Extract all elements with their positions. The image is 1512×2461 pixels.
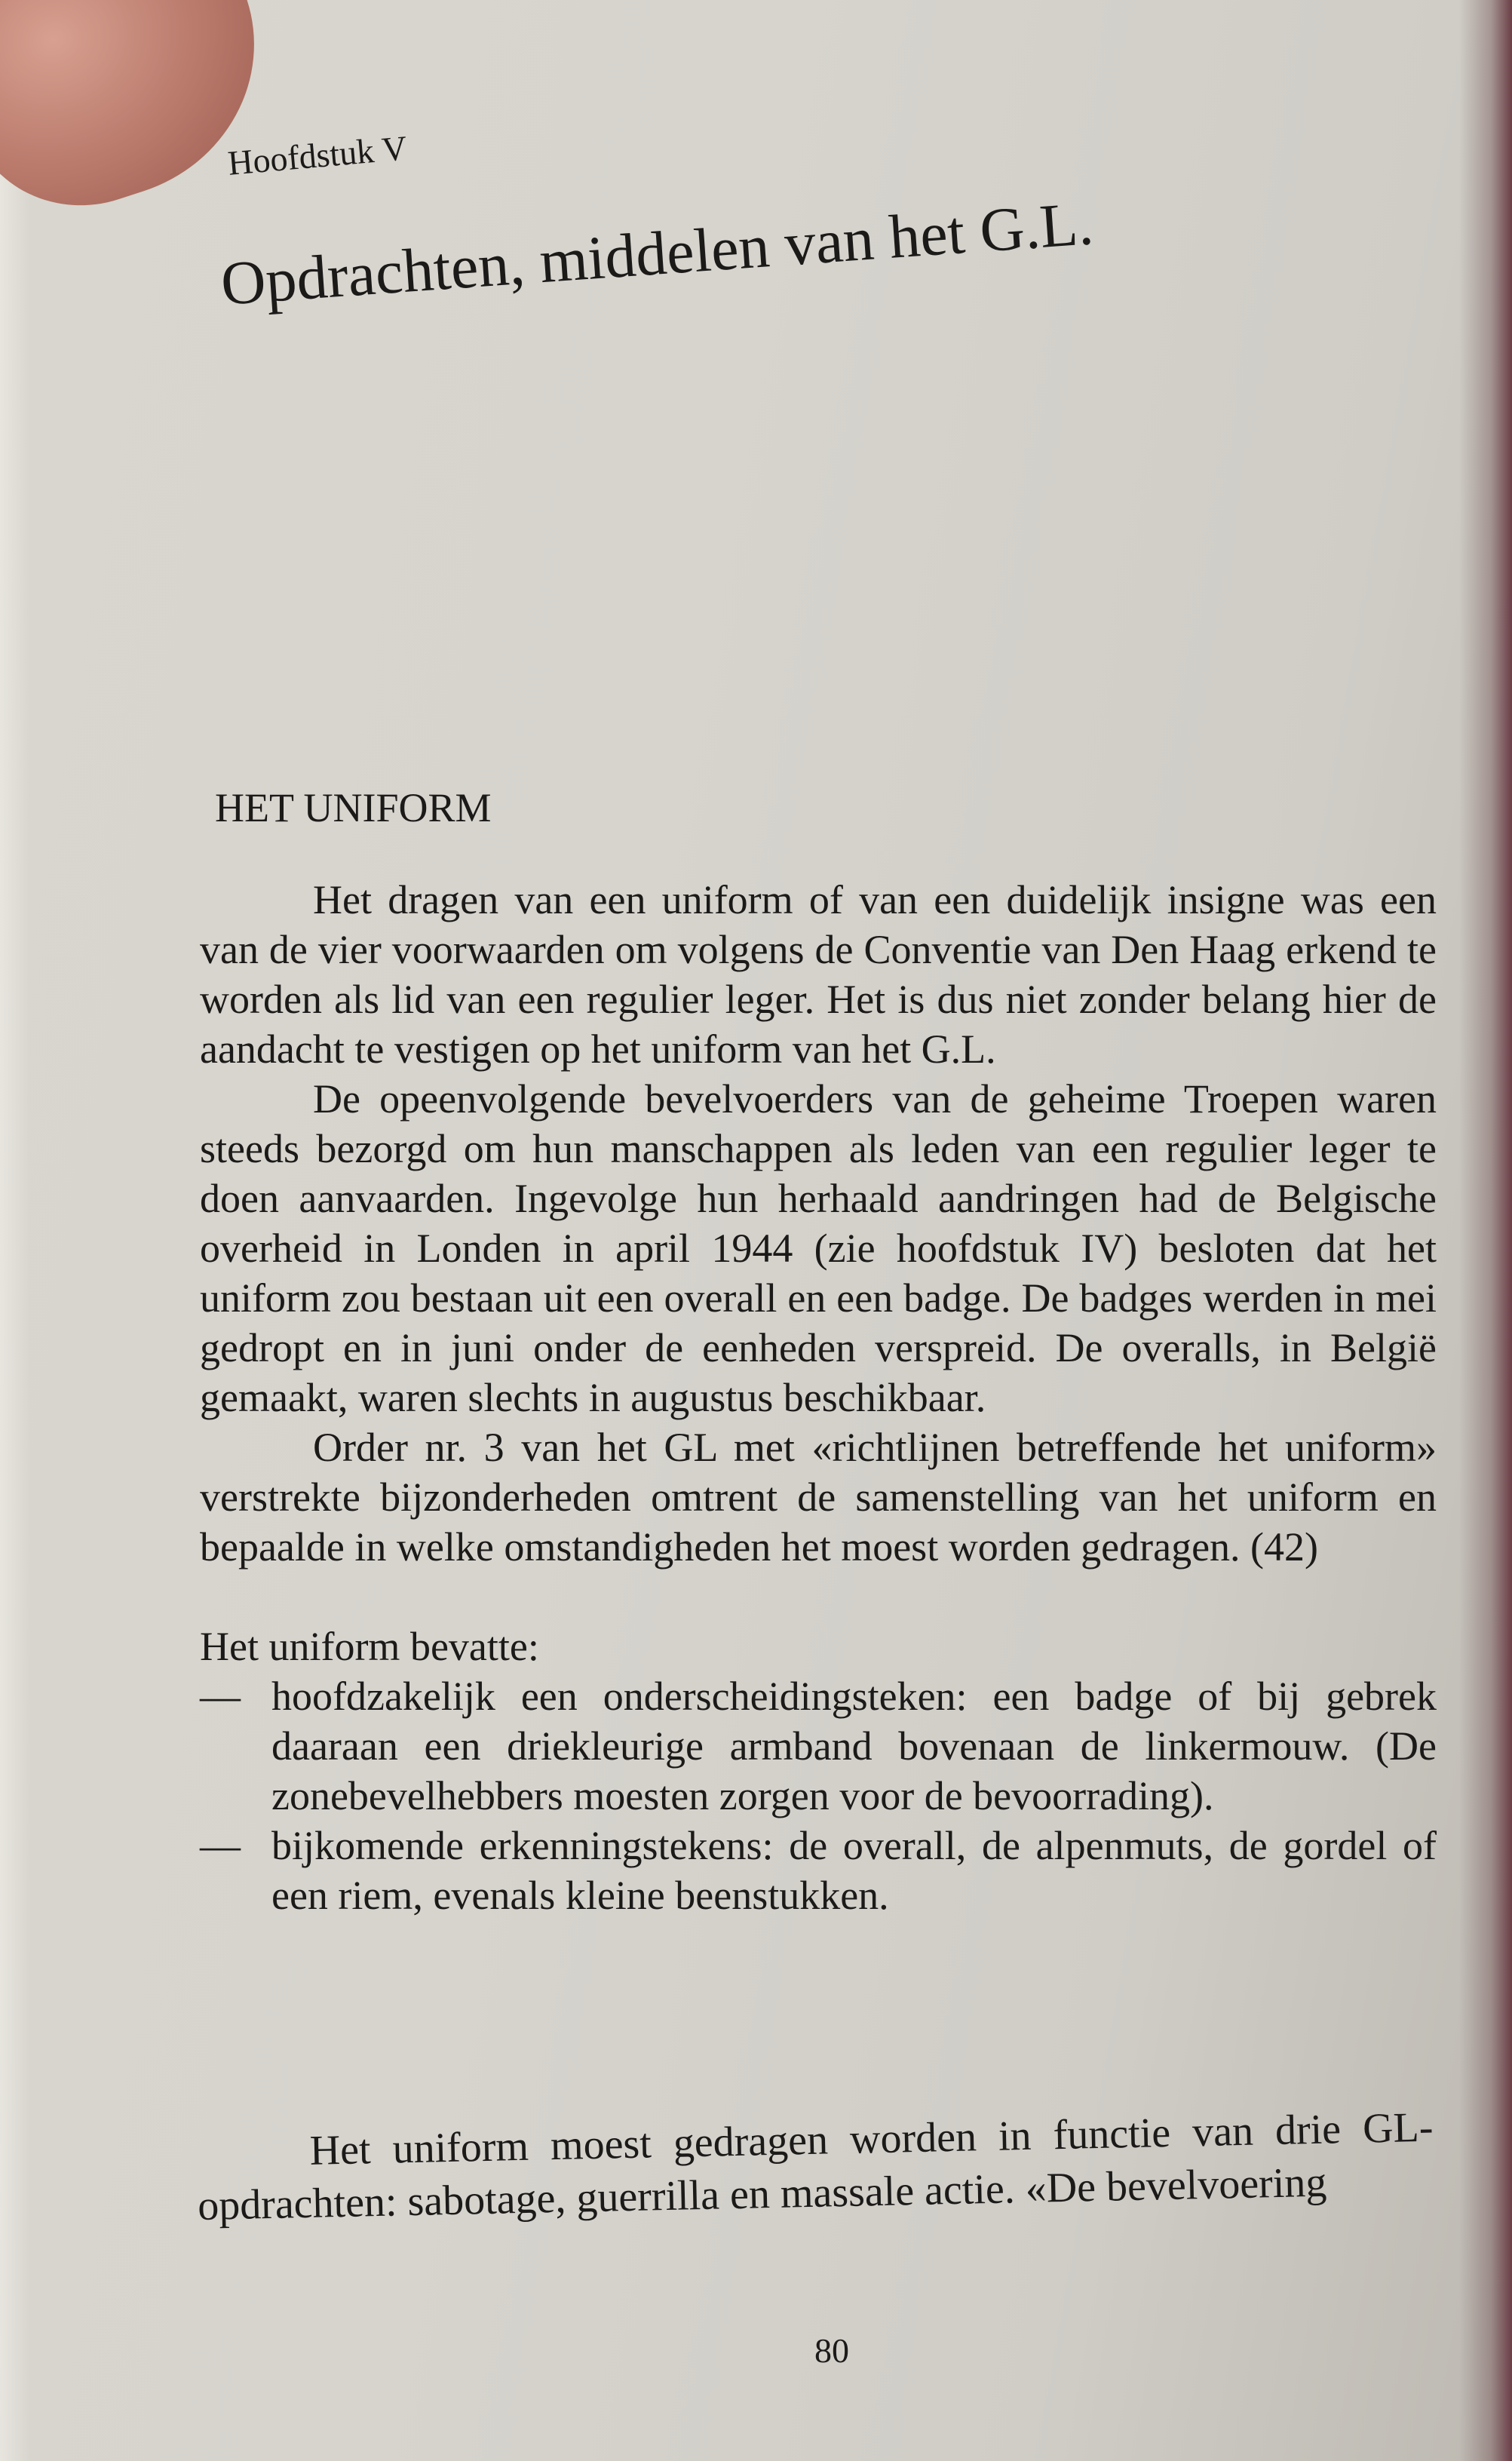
list-dash: — <box>200 1674 241 1719</box>
paragraph-3: Order nr. 3 van het GL met «richtlijnen betreffende het uniform» verstrekte bijzonderheden omtrent de samenstelling van het uniform en bepaalde in welke omstandigheden het moest worden gedragen. (42) <box>200 1425 1437 1570</box>
page-gutter-shadow <box>0 0 30 2461</box>
uniform-list <box>200 1671 1437 1920</box>
list-item <box>200 1671 1437 1821</box>
list-item-text: bijkomende erkenningstekens: de overall, de alpenmuts, de gordel of een riem, evenals kleine beenstukken. <box>271 1823 1437 1918</box>
paragraph-2: De opeenvolgende bevelvoerders van de geheime Troepen waren steeds bezorgd om hun manschappen als leden van een regulier leger te doen aanvaarden. Ingevolge hun herhaald aandringen had de Belgische overheid in Londen in april 1944 (zie hoofdstuk IV) besloten dat het uniform zou bestaan uit een overall en een badge. De badges werden in mei gedropt en in juni onder de eenheden verspreid. De overalls, in België gemaakt, waren slechts in augustus beschikbaar. <box>200 1076 1437 1420</box>
body-text <box>200 875 1437 1920</box>
list-dash: — <box>200 1823 241 1868</box>
list-item-text: hoofdzakelijk een onderscheidingsteken: een badge of bij gebrek daaraan een driekleurige armband bovenaan de linkermouw. (De zonebevelhebbers moesten zorgen voor de bevoorrading). <box>271 1674 1437 1818</box>
page-number: 80 <box>814 2331 849 2370</box>
paragraph-1: Het dragen van een uniform of van een duidelijk insigne was een van de vier voorwaarden om volgens de Conventie van Den Haag erkend te worden als lid van een regulier leger. Het is dus niet zonder belang hier de aandacht te vestigen op het uniform van het G.L. <box>200 877 1437 1072</box>
list-item <box>200 1821 1437 1920</box>
chapter-label: Hoofdstuk V <box>226 128 409 183</box>
list-intro: Het uniform bevatte: <box>200 1624 539 1669</box>
page-edge-shadow <box>1459 0 1512 2461</box>
closing-paragraph: Het uniform moest gedragen worden in functie van drie GL-opdrachten: sabotage, guerrilla en massale actie. «De bevelvoering <box>197 2104 1434 2229</box>
paragraph-gap <box>200 1572 1437 1622</box>
section-heading: HET UNIFORM <box>215 785 492 830</box>
closing-text <box>196 2101 1435 2232</box>
chapter-title: Opdrachten, middelen van het G.L. <box>219 189 1096 318</box>
thumb <box>0 0 293 236</box>
